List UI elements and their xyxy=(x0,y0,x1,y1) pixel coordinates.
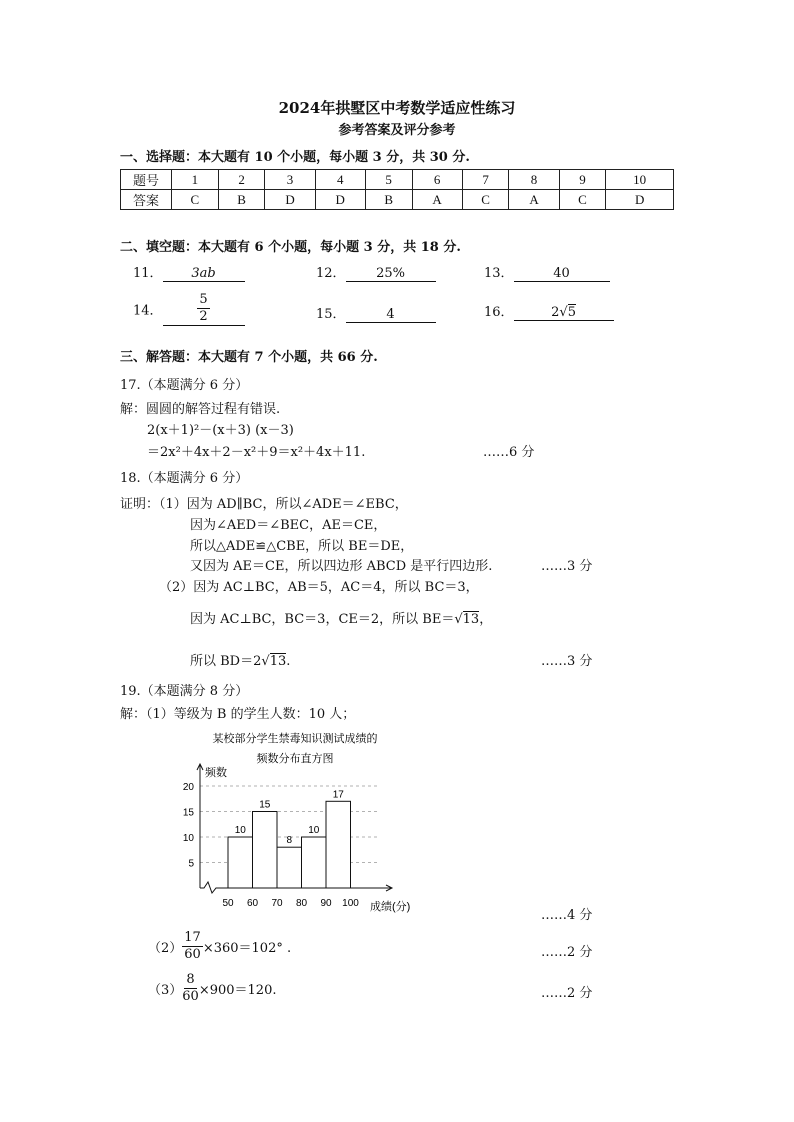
table-cell: A xyxy=(509,190,559,210)
q18-score1: ……3 分 xyxy=(541,559,593,574)
bar-value-label: 15 xyxy=(259,799,271,811)
q19-line1: 解：（1）等级为 B 的学生人数：10 人； xyxy=(120,707,356,722)
fill-q12 xyxy=(316,262,436,282)
q18-line7-text: 所以 BD＝2 xyxy=(190,654,262,669)
table-cell: 8 xyxy=(509,170,559,190)
q19-score1: ……4 分 xyxy=(541,908,593,923)
answer-blank: 25% xyxy=(346,266,436,282)
coefficient: 2 xyxy=(551,305,560,320)
q17-line3: ＝2x²＋4x＋2－x²＋9＝x²＋4x＋11. xyxy=(147,445,366,460)
question-number: 16． xyxy=(484,305,514,320)
q18-line6: 因为 AC⊥BC，BC＝3，CE＝2，所以 BE＝√13， xyxy=(190,612,493,627)
table-cell: C xyxy=(462,190,509,210)
bar-value-label: 10 xyxy=(308,825,320,836)
table-cell: 题号 xyxy=(121,170,172,190)
question-number: 13． xyxy=(484,266,514,281)
answer-blank: 40 xyxy=(514,266,610,282)
chart-subtitle: 频数分布直方图 xyxy=(256,753,334,765)
histogram-bar xyxy=(277,847,302,888)
table-cell: B xyxy=(365,190,412,210)
x-tick-label: 50 xyxy=(222,898,234,909)
table-cell: 5 xyxy=(365,170,412,190)
radicand: 13 xyxy=(269,654,287,669)
x-tick-label: 80 xyxy=(295,898,308,909)
histogram-bar xyxy=(302,837,327,888)
q19-score2: ……2 分 xyxy=(541,945,593,960)
numerator: 17 xyxy=(184,930,201,945)
fraction xyxy=(197,292,209,325)
table-cell: 答案 xyxy=(121,190,172,210)
answer-table xyxy=(120,169,674,210)
y-tick-label: 20 xyxy=(182,782,194,793)
q18-line6-text: 因为 AC⊥BC，BC＝3，CE＝2，所以 BE＝ xyxy=(190,612,455,627)
table-row xyxy=(121,190,674,210)
table-cell: 10 xyxy=(606,170,674,190)
histogram-bar xyxy=(253,812,278,889)
table-cell: C xyxy=(559,190,606,210)
expression: ×900＝120. xyxy=(198,983,277,998)
table-cell: 9 xyxy=(559,170,606,190)
table-cell: A xyxy=(412,190,462,210)
table-cell: 7 xyxy=(462,170,509,190)
table-cell: 3 xyxy=(265,170,315,190)
answer-blank xyxy=(163,292,245,326)
q17-score: ……6 分 xyxy=(483,445,535,460)
question-number: 12． xyxy=(316,266,346,281)
chart-ylabel: 频数 xyxy=(205,767,227,779)
radicand: 13 xyxy=(462,612,480,627)
q17-label: 17.（本题满分 6 分） xyxy=(120,378,249,393)
q18-line7: 所以 BD＝2√13. xyxy=(190,654,291,669)
q18-line2: 因为∠AED＝∠BEC，AE＝CE， xyxy=(190,518,387,533)
fraction xyxy=(182,930,203,963)
y-tick-label: 5 xyxy=(188,858,194,870)
bar-value-label: 8 xyxy=(286,835,293,847)
table-row xyxy=(121,170,674,190)
fill-q14 xyxy=(133,292,245,332)
q18-label: 18.（本题满分 6 分） xyxy=(120,471,249,486)
table-cell: C xyxy=(172,190,219,210)
expression: ×360＝102° . xyxy=(202,941,292,956)
q18-line5: （2）因为 AC⊥BC，AB＝5，AC＝4，所以 BC＝3， xyxy=(159,580,479,595)
q18-line4: 又因为 AE＝CE，所以四边形 ABCD 是平行四边形. xyxy=(190,559,493,574)
page-title: 2024年拱墅区中考数学适应性练习 xyxy=(278,99,516,117)
fill-q11 xyxy=(133,262,245,282)
x-tick-label: 70 xyxy=(271,898,283,909)
table-cell: 4 xyxy=(315,170,365,190)
numerator: 5 xyxy=(199,292,208,307)
table-cell: 1 xyxy=(172,170,219,190)
histogram-chart xyxy=(170,724,460,914)
table-cell: D xyxy=(606,190,674,210)
denominator: 60 xyxy=(184,947,201,962)
table-cell: B xyxy=(218,190,265,210)
q18-line3: 所以△ADE≌△CBE，所以 BE＝DE， xyxy=(190,539,414,554)
x-tick-label: 90 xyxy=(320,898,332,909)
question-number: 11． xyxy=(133,266,163,281)
page-subtitle: 参考答案及评分参考 xyxy=(338,123,456,138)
question-number: 15． xyxy=(316,307,346,322)
table-cell: D xyxy=(265,190,315,210)
q19-score3: ……2 分 xyxy=(541,986,593,1001)
question-number: 14． xyxy=(133,303,163,319)
answer-blank: 2√5 xyxy=(514,305,614,321)
table-cell: 6 xyxy=(412,170,462,190)
fill-q13 xyxy=(484,262,610,282)
q19-label: 19.（本题满分 8 分） xyxy=(120,684,249,699)
table-cell: D xyxy=(315,190,365,210)
chart-title: 某校部分学生禁毒知识测试成绩的 xyxy=(212,733,378,745)
y-tick-label: 10 xyxy=(182,833,194,844)
denominator: 2 xyxy=(199,309,208,324)
q17-line2: 2(x＋1)²－(x＋3) (x－3) xyxy=(147,423,294,438)
q19-part2 xyxy=(148,930,291,970)
numerator: 8 xyxy=(186,972,195,987)
part-label: （3） xyxy=(148,983,183,998)
answer-blank: 4 xyxy=(346,307,436,323)
denominator: 60 xyxy=(182,989,199,1004)
part2-heading: 二、填空题：本大题有 6 个小题，每小题 3 分，共 18 分. xyxy=(120,240,461,255)
radicand: 5 xyxy=(567,305,576,320)
fill-q16 xyxy=(484,301,614,321)
part3-heading: 三、解答题：本大题有 7 个小题，共 66 分. xyxy=(120,350,378,365)
part1-heading: 一、选择题：本大题有 10 个小题，每小题 3 分，共 30 分. xyxy=(120,150,470,165)
chart-xlabel: 成绩(分) xyxy=(370,901,411,913)
answer-blank: 3ab xyxy=(163,266,245,282)
histogram-bar xyxy=(326,801,351,888)
y-tick-label: 15 xyxy=(182,807,194,819)
x-tick-label: 100 xyxy=(342,898,359,909)
part-label: （2） xyxy=(148,941,183,956)
fraction xyxy=(182,972,199,1005)
fill-q15 xyxy=(316,303,436,323)
histogram-bar xyxy=(228,837,253,888)
punctuation: ， xyxy=(479,612,493,627)
bar-value-label: 17 xyxy=(332,789,344,801)
x-tick-label: 60 xyxy=(246,898,259,909)
bar-value-label: 10 xyxy=(234,825,246,836)
q17-line1: 解：圆圆的解答过程有错误. xyxy=(120,402,281,417)
q18-score2: ……3 分 xyxy=(541,654,593,669)
table-cell: 2 xyxy=(218,170,265,190)
q18-line1: 证明：（1）因为 AD∥BC，所以∠ADE＝∠EBC， xyxy=(120,497,408,512)
punctuation: . xyxy=(286,654,291,669)
q19-part3 xyxy=(148,972,276,1012)
